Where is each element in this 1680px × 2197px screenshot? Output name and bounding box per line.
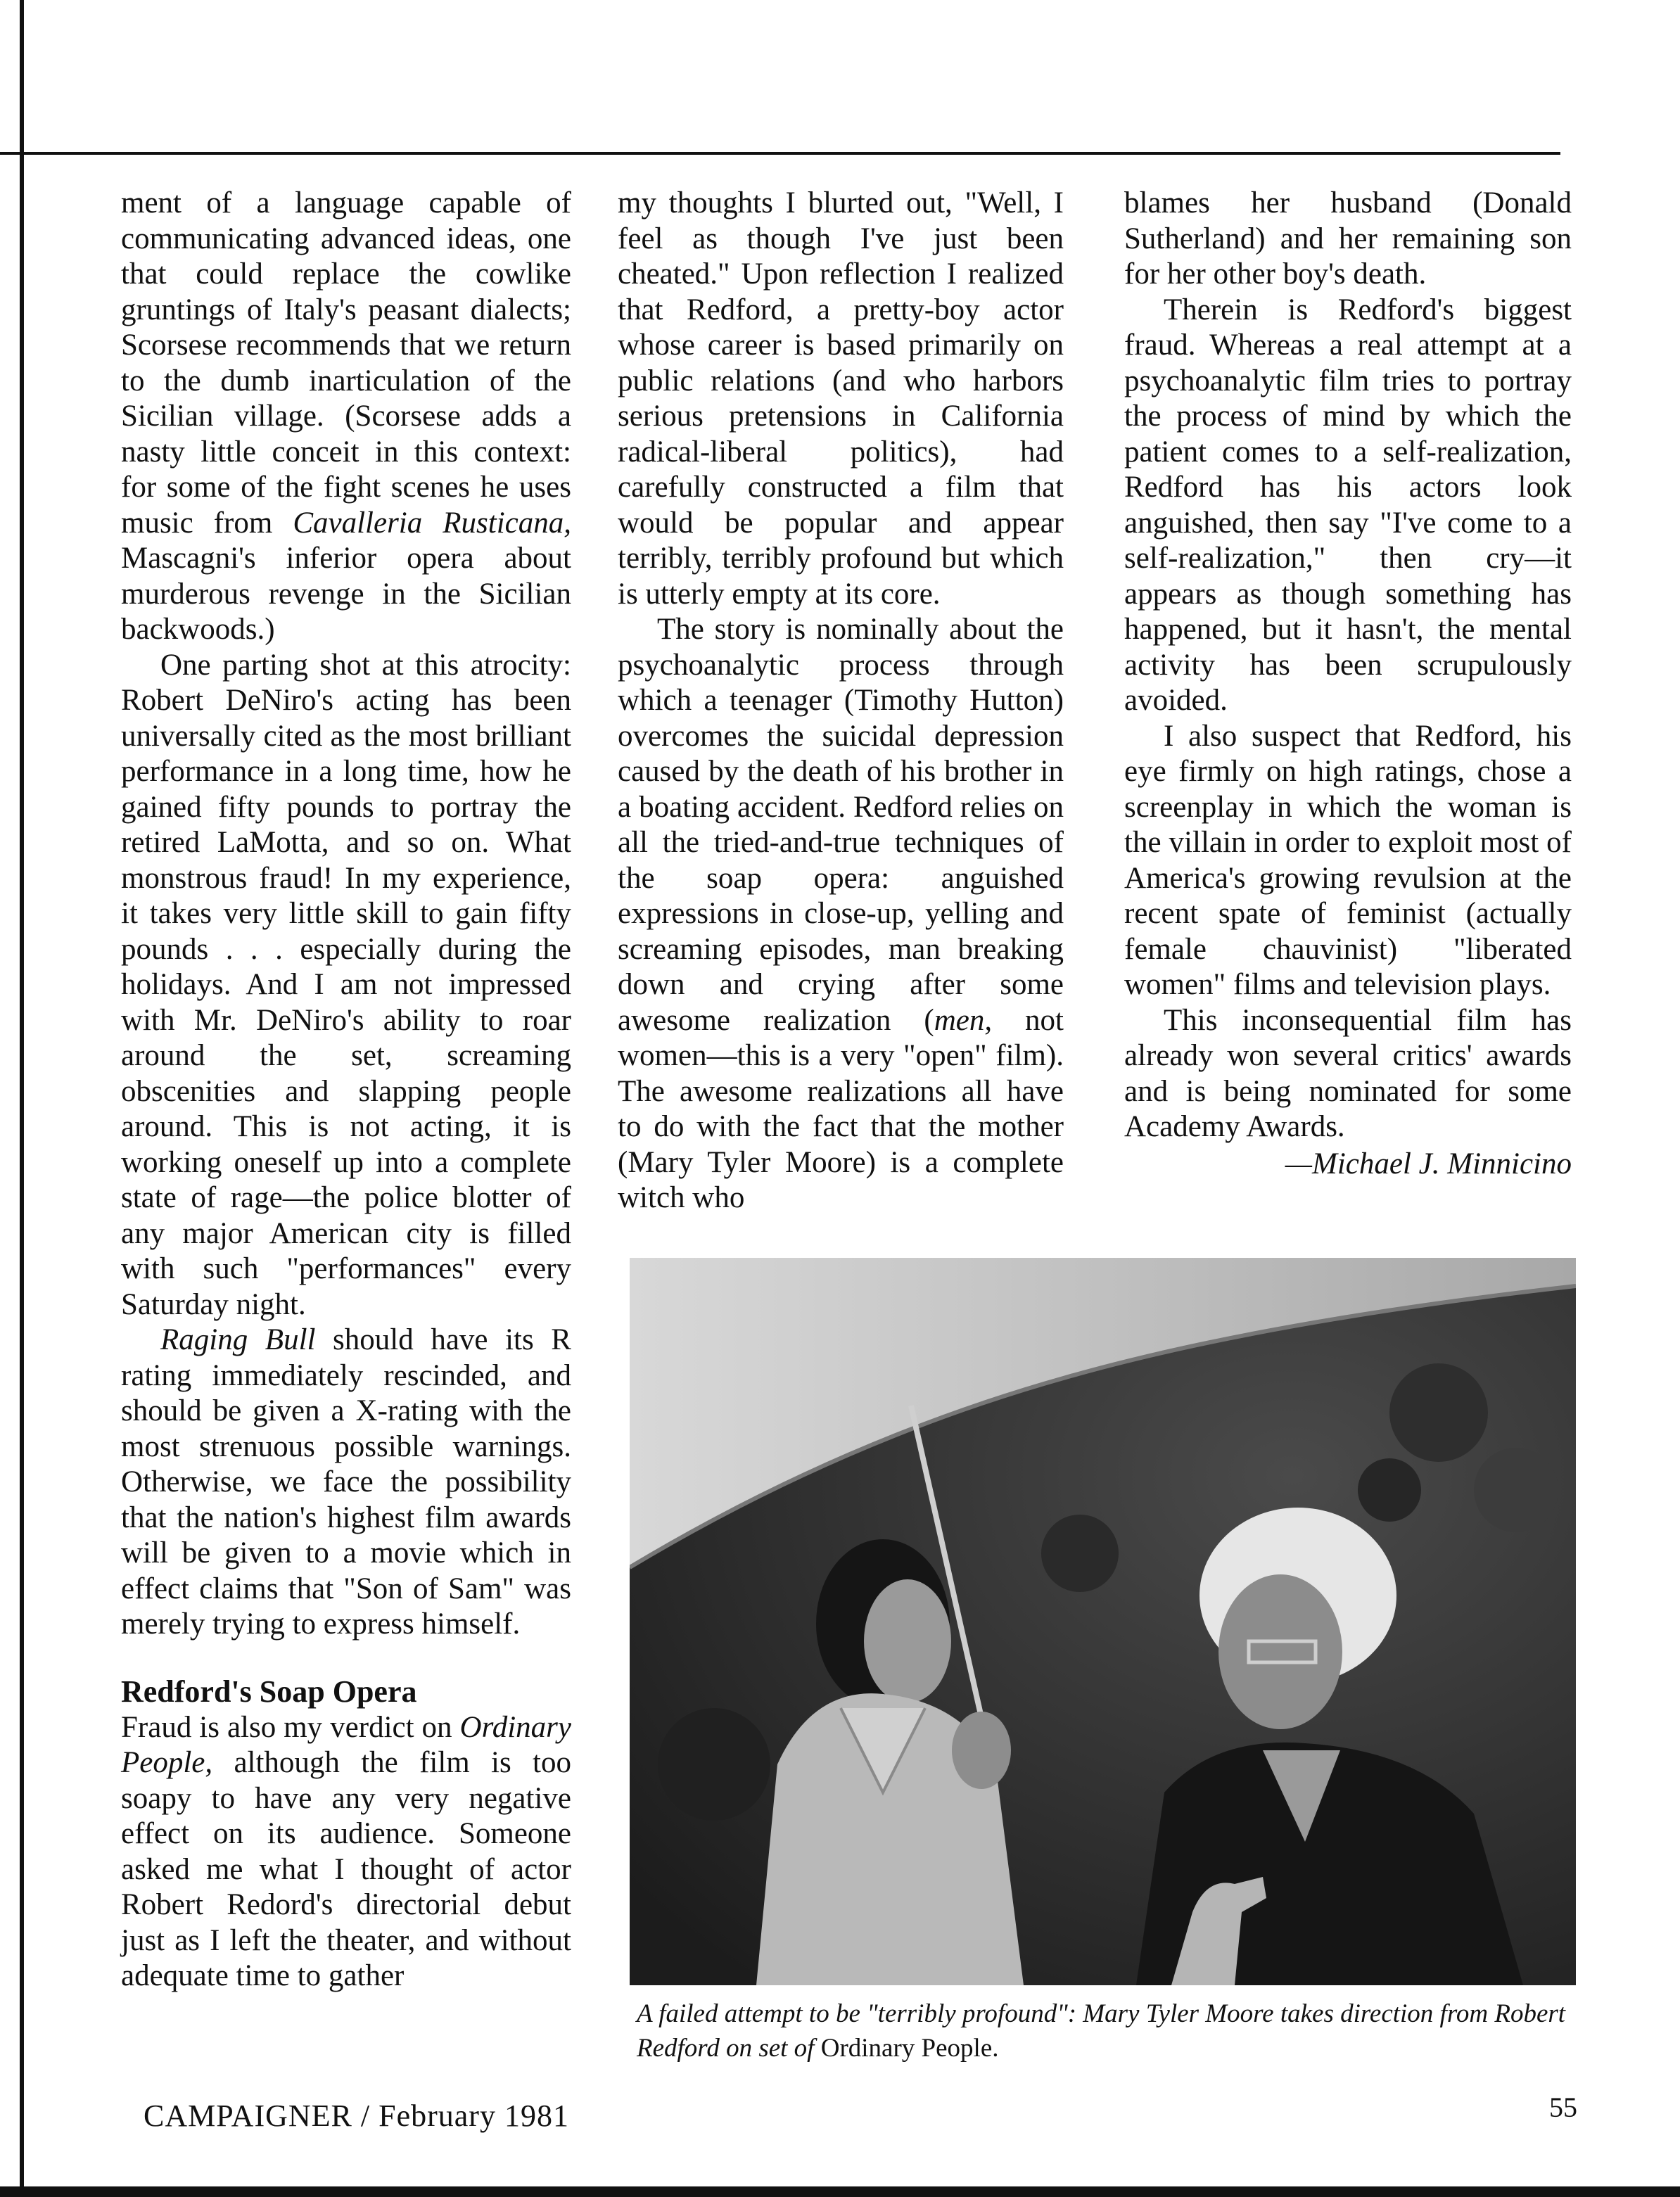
paragraph: The story is nominally about the psychoanalytic process through which a teenager (Timothy Hutton) overcomes the suicidal depression caused by the death of his brother in a boating accident. Redford relies on all the tried-and-true techniques of the soap opera: anguished expressions in close-up, yelling and screaming episodes, man breaking down and crying after some awesome realization (men, not women—this is a very "open" film). The awesome realizations all have to do with the fact that the mother (Mary Tyler Moore) is a complete witch who	[618, 613, 1064, 1214]
paragraph: Fraud is also my verdict on Ordinary People, although the film is too soapy to have any very negative effect on its audience. Someone asked me what I thought of actor Robert Redord's directorial debut just as I left the theater, and without adequate time to gather	[121, 1710, 571, 1992]
paragraph: I also suspect that Redford, his eye firmly on high ratings, chose a screenplay in which the woman is the villain in order to exploit most of America's growing revulsion at the recent spate of feminist (actually female chauvinist) "liberated women" films and television plays.	[1124, 719, 1572, 1001]
article-column-1	[121, 186, 571, 1994]
paragraph: blames her husband (Donald Sutherland) and her remaining son for her other boy's death.	[1124, 186, 1572, 291]
publication-footer: CAMPAIGNER / February 1981	[144, 2099, 569, 2133]
paragraph: ment of a language capable of communicating advanced ideas, one that could replace the cowlike gruntings of Italy's peasant dialects; Scorsese recommends that we return to the dumb inarticulation of the Sicilian village. (Scorsese adds a nasty little conceit in this context: for some of the fight scenes he uses music from Cavalleria Rusticana, Mascagni's inferior opera about murderous revenge in the Sicilian backwoods.)	[121, 186, 571, 646]
photo-caption: A failed attempt to be "terribly profound": Mary Tyler Moore takes direction from Robert Redford on set of Ordinary People.	[637, 1999, 1566, 2063]
paragraph: Therein is Redford's biggest fraud. Whereas a real attempt at a psychoanalytic film tries to portray the process of mind by which the patient comes to a self-realization, Redford has his actors look anguished, then say "I've come to a self-realization," then cry—it appears as though something has happened, but it hasn't, the mental activity has been scrupulously avoided.	[1124, 293, 1572, 717]
paragraph: Raging Bull should have its R rating immediately rescinded, and should be given a X-rating with the most strenuous possible warnings. Otherwise, we face the possibility that the nation's highest film awards will be given to a movie which in effect claims that "Son of Sam" was merely trying to express himself.	[121, 1323, 571, 1641]
author-byline: —Michael J. Minnicino	[1285, 1147, 1572, 1180]
article-column-2	[618, 186, 1064, 1216]
bottom-rule	[0, 2186, 1680, 2197]
left-margin-rule	[20, 0, 24, 2197]
paragraph: my thoughts I blurted out, "Well, I feel as though I've just been cheated." Upon reflection I realized that Redford, a pretty-boy actor whose career is based primarily on public relations (and who harbors serious pretensions in California radical-liberal politics), had carefully constructed a film that would be popular and appear terribly, terribly profound but which is utterly empty at its core.	[618, 186, 1064, 611]
paragraph: One parting shot at this atrocity: Robert DeNiro's acting has been universally cited as the most brilliant performance in a long time, how he gained fifty pounds to portray the retired LaMotta, and so on. What monstrous fraud! In my experience, it takes very little skill to gain fifty pounds . . . especially during the holidays. And I am not impressed with Mr. DeNiro's ability to roar around the set, screaming obscenities and slapping people around. This is not acting, it is working oneself up into a complete state of rage—the police blotter of any major American city is filled with such "performances" every Saturday night.	[121, 648, 571, 1321]
section-heading: Redford's Soap Opera	[121, 1674, 417, 1709]
article-column-3	[1124, 186, 1572, 1182]
film-still-photo	[630, 1258, 1576, 1985]
page-number: 55	[1549, 2091, 1577, 2123]
top-rule	[0, 152, 1560, 155]
paragraph: This inconsequential film has already won several critics' awards and is being nominated for some Academy Awards.	[1124, 1003, 1572, 1143]
